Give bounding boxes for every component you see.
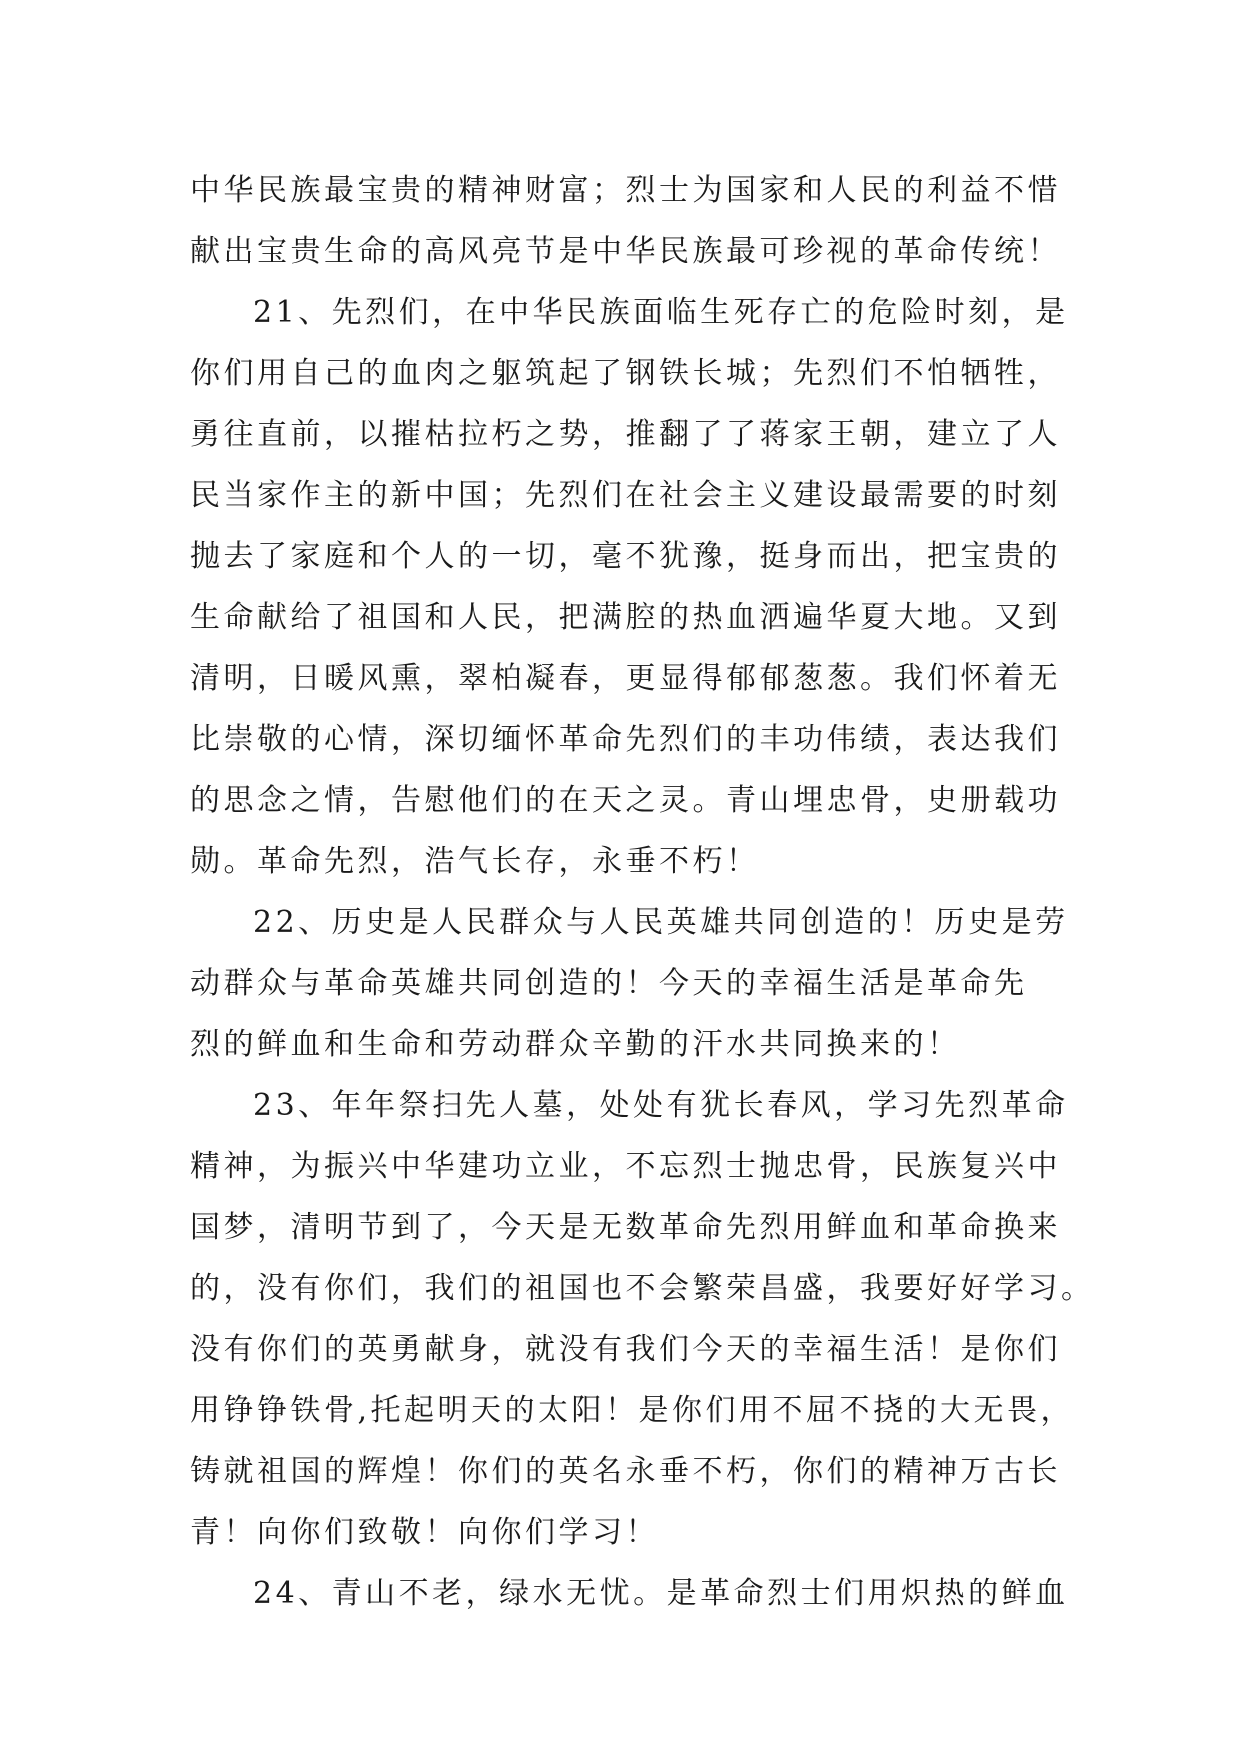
text-line: 的思念之情，告慰他们的在天之灵。青山埋忠骨，史册载功 (190, 783, 1061, 818)
text-line: 青！向你们致敬！向你们学习！ (190, 1515, 659, 1550)
text-line: 精神，为振兴中华建功立业，不忘烈士抛忠骨，民族复兴中 (190, 1149, 1061, 1184)
text-line: 中华民族最宝贵的精神财富；烈士为国家和人民的利益不惜 (190, 173, 1061, 208)
paragraph-23-start: 23、年年祭扫先人墓，处处有犹长春风，学习先烈革命 (253, 1088, 1069, 1123)
text-line: 勋。革命先烈，浩气长存，永垂不朽！ (190, 844, 760, 879)
text-line: 生命献给了祖国和人民，把满腔的热血洒遍华夏大地。又到 (190, 600, 1061, 635)
text-line: 比崇敬的心情，深切缅怀革命先烈们的丰功伟绩，表达我们 (190, 722, 1061, 757)
text-line: 铸就祖国的辉煌！你们的英名永垂不朽，你们的精神万古长 (190, 1454, 1061, 1489)
text-line: 你们用自己的血肉之躯筑起了钢铁长城；先烈们不怕牺牲， (190, 356, 1061, 391)
paragraph-21-start: 21、先烈们，在中华民族面临生死存亡的危险时刻，是 (253, 295, 1069, 330)
text-line: 清明，日暖风熏，翠柏凝春，更显得郁郁葱葱。我们怀着无 (190, 661, 1061, 696)
text-line: 抛去了家庭和个人的一切，毫不犹豫，挺身而出，把宝贵的 (190, 539, 1061, 574)
document-text-body (190, 160, 1095, 1624)
text-line: 用铮铮铁骨,托起明天的太阳！是你们用不屈不挠的大无畏， (190, 1393, 1075, 1428)
text-line: 献出宝贵生命的高风亮节是中华民族最可珍视的革命传统！ (190, 234, 1061, 269)
text-line: 国梦，清明节到了，今天是无数革命先烈用鲜血和革命换来 (190, 1210, 1061, 1245)
text-line: 民当家作主的新中国；先烈们在社会主义建设最需要的时刻 (190, 478, 1061, 513)
text-line: 的，没有你们，我们的祖国也不会繁荣昌盛，我要好好学习。 (190, 1271, 1095, 1306)
text-line: 烈的鲜血和生命和劳动群众辛勤的汗水共同换来的！ (190, 1027, 961, 1062)
text-line: 动群众与革命英雄共同创造的！今天的幸福生活是革命先 (190, 966, 1028, 1001)
paragraph-22-start: 22、历史是人民群众与人民英雄共同创造的！历史是劳 (253, 905, 1069, 940)
text-line: 没有你们的英勇献身，就没有我们今天的幸福生活！是你们 (190, 1332, 1061, 1367)
paragraph-24-start: 24、青山不老，绿水无忧。是革命烈士们用炽热的鲜血 (253, 1576, 1069, 1611)
text-line: 勇往直前，以摧枯拉朽之势，推翻了了蒋家王朝，建立了人 (190, 417, 1061, 452)
